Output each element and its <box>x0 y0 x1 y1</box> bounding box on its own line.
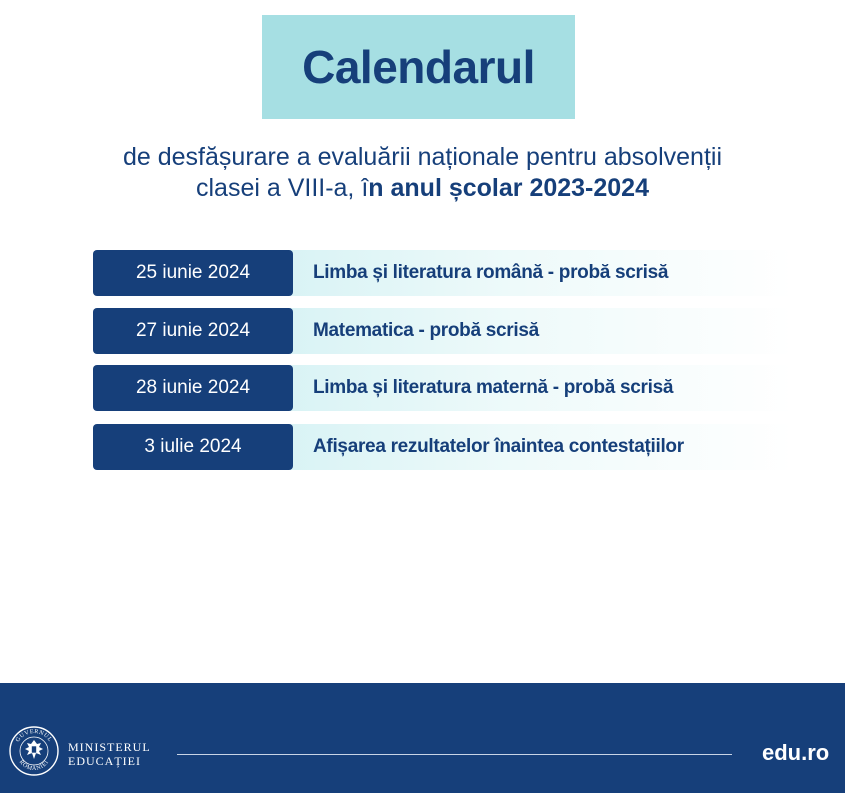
event-label: Limba și literatura română - probă scrisă <box>313 262 669 283</box>
government-seal-icon <box>8 725 60 777</box>
ministry-line-1: MINISTERUL <box>68 740 151 754</box>
subtitle-line-2-regular: clasei a VIII-a, î <box>195 174 369 202</box>
date-badge: 3 iulie 2024 <box>93 424 293 470</box>
date-badge: 28 iunie 2024 <box>93 365 293 411</box>
subtitle <box>0 142 845 204</box>
title-banner <box>262 15 575 119</box>
footer-divider <box>177 754 732 755</box>
event-label: Afișarea rezultatelor înaintea contestațiilor <box>313 436 684 457</box>
subtitle-line-2 <box>0 173 845 204</box>
website-link[interactable]: edu.ro <box>762 740 830 765</box>
schedule-row <box>93 308 793 354</box>
ministry-name <box>68 740 151 768</box>
date-badge: 27 iunie 2024 <box>93 308 293 354</box>
event-label: Limba și literatura maternă - probă scrisă <box>313 377 674 398</box>
schedule-row <box>93 424 793 470</box>
schedule-row <box>93 250 793 296</box>
page-title: Calendarul <box>302 41 535 93</box>
subtitle-line-1: de desfășurare a evaluării naționale pentru absolvenții <box>123 143 722 171</box>
date-badge: 25 iunie 2024 <box>93 250 293 296</box>
svg-text:GUVERNUL: GUVERNUL <box>14 728 54 744</box>
ministry-line-2: EDUCAȚIEI <box>68 754 141 768</box>
svg-text:ROMÂNIEI: ROMÂNIEI <box>17 759 51 773</box>
schedule-row <box>93 365 793 411</box>
event-label: Matematica - probă scrisă <box>313 320 539 341</box>
subtitle-line-2-bold: n anul școlar 2023-2024 <box>368 174 649 202</box>
footer-bar <box>0 683 845 793</box>
